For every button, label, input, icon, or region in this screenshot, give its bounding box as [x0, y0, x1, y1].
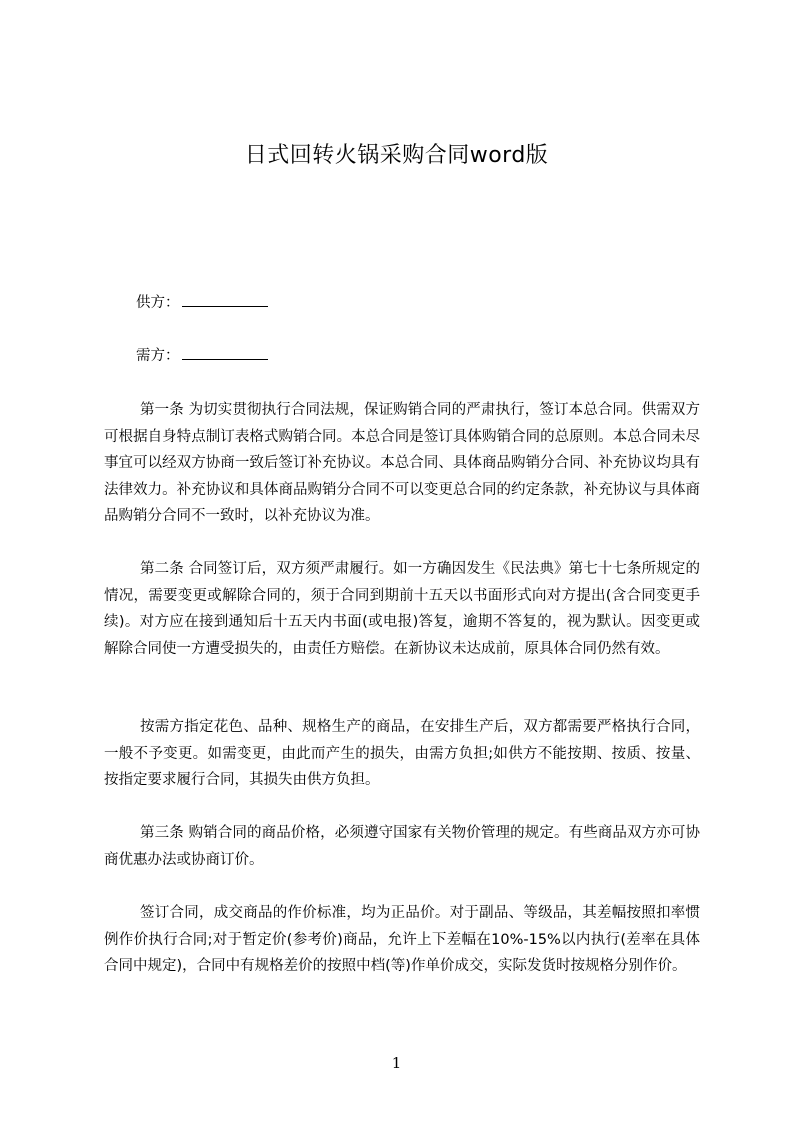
document-title: 日式回转火锅采购合同word版 — [244, 143, 549, 168]
article-1-paragraph: 第一条 为切实贯彻执行合同法规，保证购销合同的严肃执行，签订本总合同。供需双方可根据自身特点制订表格式购销合同。本总合同是签订具体购销合同的总原则。本总合同未尽事宜可以经双方协商一致后签订补充协议。本总合同、具体商品购销分合同、补充协议均具有法律效力。补充协议和具体商品购销分合同不可以变更总合同的约定条款，补充协议与具体商品购销分合同不一致时，以补充协议为准。 — [104, 402, 700, 524]
supplier-label: 供方： — [136, 295, 180, 311]
article-3-paragraph: 第三条 购销合同的商品价格，必须遵守国家有关物价管理的规定。有些商品双方亦可协商优惠办法或协商订价。 — [104, 825, 700, 868]
page-number: 1 — [391, 1054, 402, 1072]
buyer-blank — [182, 345, 268, 360]
buyer-label: 需方： — [136, 348, 180, 364]
supplier-line — [136, 292, 268, 313]
article-2-paragraph: 第二条 合同签订后，双方须严肃履行。如一方确因发生《民法典》第七十七条所规定的情况，需要变更或解除合同的，须于合同到期前十五天以书面形式向对方提出(含合同变更手续)。对方应在接到通知后十五天内书面(或电报)答复，逾期不答复的，视为默认。因变更或解除合同使一方遭受损失的，由责任方赔偿。在新协议未达成前，原具体合同仍然有效。 — [104, 561, 700, 657]
supplier-blank — [182, 292, 268, 307]
pricing-standard-paragraph: 签订合同，成交商品的作价标准，均为正品价。对于副品、等级品，其差幅按照扣率惯例作价执行合同;对于暂定价(参考价)商品，允许上下差幅在10%-15%以内执行(差率在具体合同中规定)，合同中有规格差价的按照中档(等)作单价成交，实际发货时按规格分别作价。 — [104, 905, 700, 974]
custom-production-paragraph: 按需方指定花色、品种、规格生产的商品，在安排生产后，双方都需要严格执行合同，一般不予变更。如需变更，由此而产生的损失，由需方负担;如供方不能按期、按质、按量、按指定要求履行合同，其损失由供方负担。 — [104, 719, 700, 788]
buyer-line — [136, 345, 268, 366]
